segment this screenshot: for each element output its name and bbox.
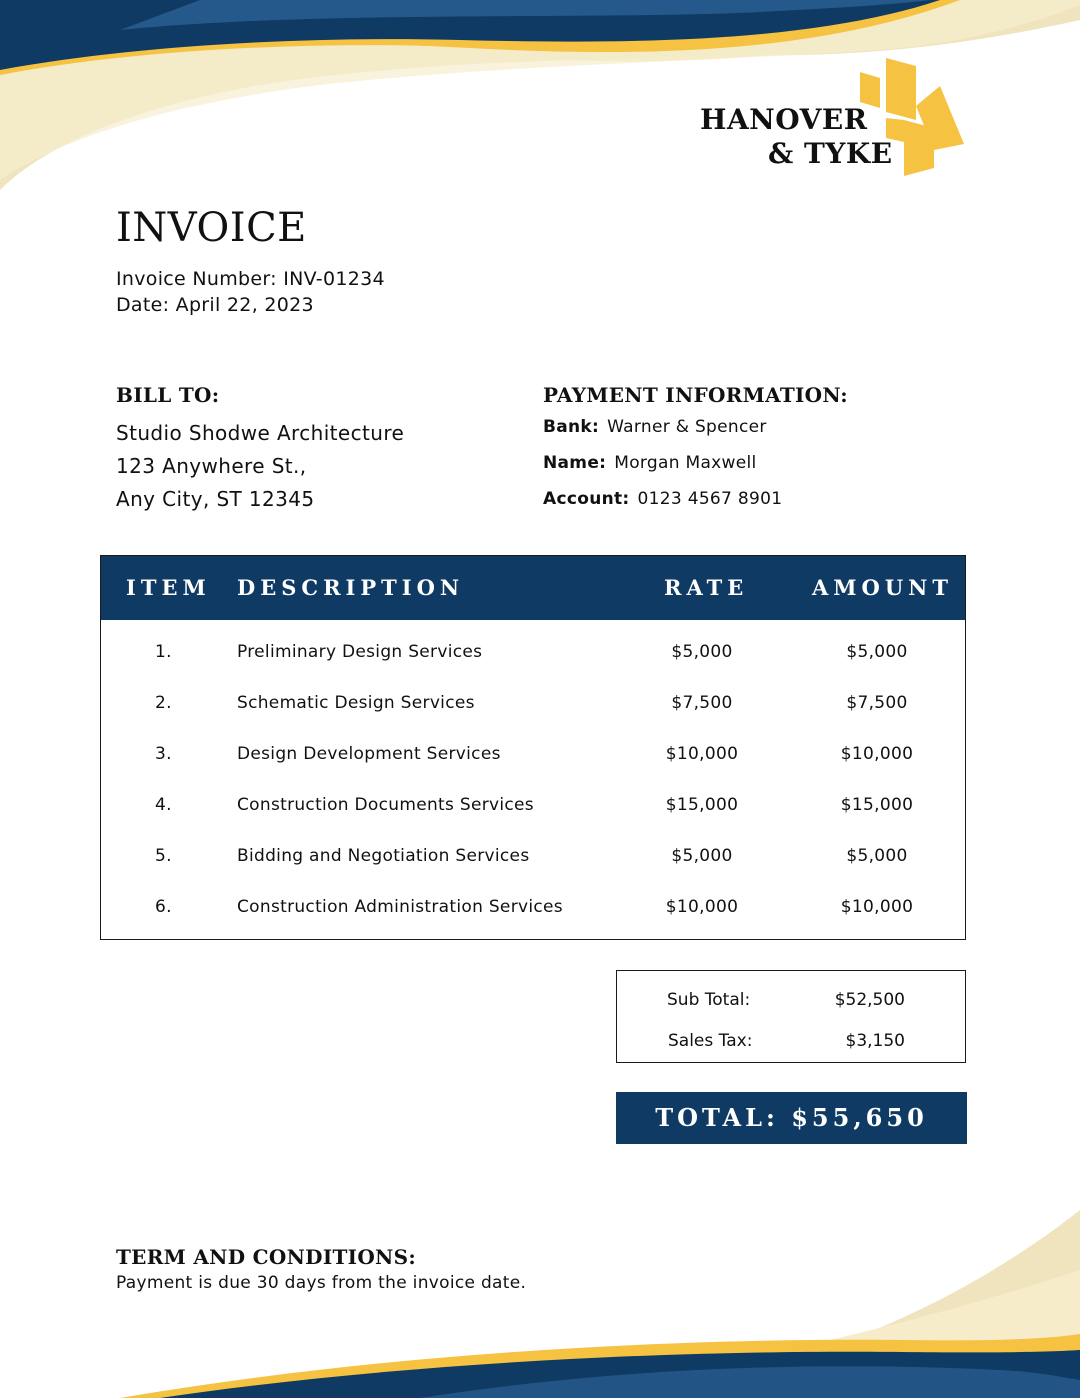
bottom-wave-decoration bbox=[0, 1210, 1080, 1398]
invoice-date: Date: April 22, 2023 bbox=[116, 294, 314, 316]
table-row bbox=[101, 729, 965, 780]
cell-amount: $5,000 bbox=[846, 846, 908, 866]
cell-item: 3. bbox=[155, 744, 172, 764]
payment-label: Name: bbox=[543, 453, 607, 473]
cell-rate: $15,000 bbox=[665, 795, 739, 815]
tax-row bbox=[617, 1021, 965, 1061]
tax-value: $3,150 bbox=[845, 1031, 905, 1051]
table-row bbox=[101, 882, 965, 933]
bill-to-line: Studio Shodwe Architecture bbox=[116, 421, 405, 445]
cell-description: Schematic Design Services bbox=[237, 693, 475, 713]
table-header bbox=[101, 556, 965, 620]
hanover-tyke-logo-icon bbox=[850, 58, 966, 176]
cell-rate: $5,000 bbox=[671, 642, 733, 662]
bill-to-heading: BILL TO: bbox=[116, 383, 220, 407]
terms-section bbox=[116, 1245, 526, 1293]
header-rate: RATE bbox=[664, 575, 749, 600]
table-row bbox=[101, 627, 965, 678]
cell-description: Construction Documents Services bbox=[237, 795, 534, 815]
cell-amount: $7,500 bbox=[846, 693, 908, 713]
header-description: DESCRIPTION bbox=[237, 575, 465, 600]
bill-to-line: 123 Anywhere St., bbox=[116, 454, 307, 478]
table-row bbox=[101, 780, 965, 831]
bill-to-line: Any City, ST 12345 bbox=[116, 487, 315, 511]
subtotal-row bbox=[617, 980, 965, 1020]
cell-rate: $5,000 bbox=[671, 846, 733, 866]
cell-item: 4. bbox=[155, 795, 172, 815]
invoice-title: INVOICE bbox=[116, 205, 307, 251]
terms-heading: TERM AND CONDITIONS: bbox=[116, 1245, 417, 1269]
payment-info-heading: PAYMENT INFORMATION: bbox=[543, 383, 848, 407]
bill-to-section bbox=[116, 383, 404, 516]
payment-label: Bank: bbox=[543, 417, 600, 437]
cell-item: 6. bbox=[155, 897, 172, 917]
cell-description: Construction Administration Services bbox=[237, 897, 563, 917]
cell-rate: $10,000 bbox=[665, 744, 739, 764]
subtotal-value: $52,500 bbox=[834, 990, 905, 1010]
cell-description: Preliminary Design Services bbox=[237, 642, 483, 662]
invoice-items-table bbox=[100, 555, 966, 940]
table-row bbox=[101, 831, 965, 882]
cell-rate: $7,500 bbox=[671, 693, 733, 713]
cell-item: 2. bbox=[155, 693, 172, 713]
header-amount: AMOUNT bbox=[812, 575, 953, 600]
payment-value: Warner & Spencer bbox=[607, 417, 767, 437]
cell-amount: $15,000 bbox=[840, 795, 914, 815]
payment-value: Morgan Maxwell bbox=[614, 453, 757, 473]
company-name-line1: HANOVER bbox=[700, 103, 868, 136]
terms-body: Payment is due 30 days from the invoice date. bbox=[116, 1273, 527, 1293]
payment-account-row bbox=[543, 489, 848, 525]
payment-value: 0123 4567 8901 bbox=[637, 489, 783, 509]
cell-item: 5. bbox=[155, 846, 172, 866]
header-item: ITEM bbox=[126, 575, 211, 600]
company-name-line2: & TYKE bbox=[768, 137, 893, 170]
cell-amount: $5,000 bbox=[846, 642, 908, 662]
cell-amount: $10,000 bbox=[840, 897, 914, 917]
cell-description: Design Development Services bbox=[237, 744, 501, 764]
payment-bank-row bbox=[543, 417, 848, 453]
tax-label: Sales Tax: bbox=[668, 1031, 753, 1051]
grand-total: TOTAL: $55,650 bbox=[616, 1092, 967, 1144]
payment-info-section bbox=[543, 383, 848, 525]
cell-rate: $10,000 bbox=[665, 897, 739, 917]
payment-label: Account: bbox=[543, 489, 630, 509]
invoice-meta bbox=[116, 266, 385, 318]
cell-amount: $10,000 bbox=[840, 744, 914, 764]
invoice-number: Invoice Number: INV-01234 bbox=[116, 268, 385, 290]
subtotal-label: Sub Total: bbox=[667, 990, 751, 1010]
cell-item: 1. bbox=[155, 642, 172, 662]
payment-name-row bbox=[543, 453, 848, 489]
table-row bbox=[101, 678, 965, 729]
cell-description: Bidding and Negotiation Services bbox=[237, 846, 530, 866]
subtotal-box bbox=[616, 970, 966, 1063]
